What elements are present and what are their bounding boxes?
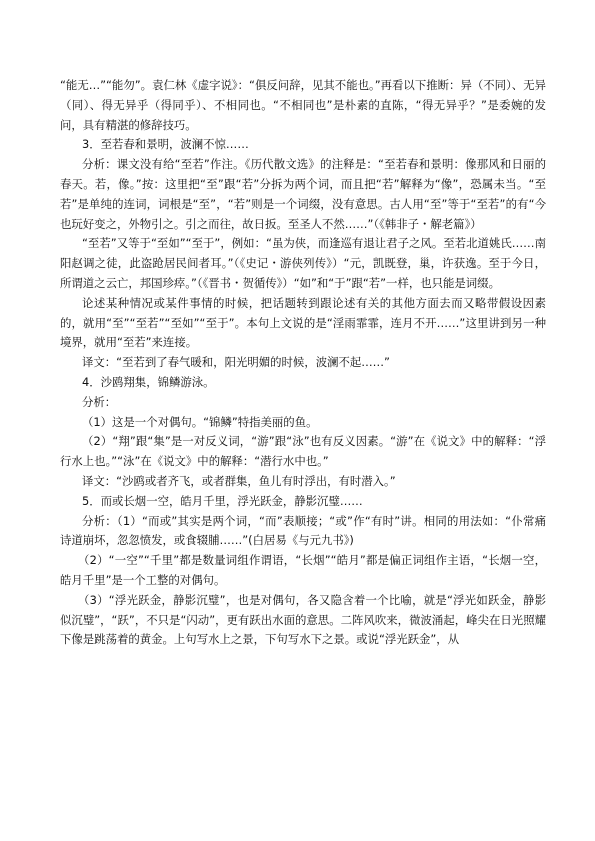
paragraph-zhiruo-examples: “至若”又等于“至如”“至于”，例如：“虽为侠，而逢巡有退让君子之风。至若北道姚氏……南阳赵调之徒，此盗跄居民间者耳。”（《史记・游侠列传》）“元，凯既登，巢，许获逸。至于今日，所谓道之云亡，邦国珍瘁。”（《晋书・贺循传》）“如”和“于”跟“若”一样，也只能是词缀。 xyxy=(60,236,546,290)
analysis-4-point-1: （1）这是一个对偶句。“锦鳞”特指美丽的鱼。 xyxy=(82,414,318,429)
heading-item-3: 3．至若春和景明，波澜不惊…… xyxy=(82,137,249,152)
analysis-5-point-2: （2）“一空”“千里”都是数量词组作谓语，“长烟”“皓月”都是偏正词组作主语，“长烟一空，皓月千里”是一个工整的对偶句。 xyxy=(60,553,546,587)
analysis-5-point-1: 分析：（1）“而或”其实是两个词，“而”表顺接；“或”作“有时”讲。相同的用法如：“仆常痛诗道崩坏，忽忽愤发，或食辍脯……”(白居易《与元九书》) xyxy=(60,513,546,548)
heading-item-5: 5．而或长烟一空，皓月千里，浮光跃金，静影沉璧…… xyxy=(82,493,363,508)
analysis-label-4: 分析： xyxy=(82,394,117,409)
heading-item-4: 4．沙鸥翔集，锦鳞游泳。 xyxy=(82,374,215,389)
translation-3: 译文：“至若到了春气暖和，阳光明媚的时候，波澜不起……” xyxy=(82,355,390,370)
paragraph-1: “能无…”“能勿”。袁仁林《虚字说》：“俱反问辞，见其不能也。”再看以下推断：异（不同）、无异（同）、得无异乎（得同乎）、不相同也。“不相同也”是朴素的直陈，“得无异乎？”是委婉的发问，具有精湛的修辞技巧。 xyxy=(60,78,546,132)
analysis-5-point-3: （3）“浮光跃金，静影沉璧”，也是对偶句，各又隐含着一个比喻，就是“浮光如跃金，静影似沉璧”，“跃”，不只是“闪动”，更有跃出水面的意思。二阵风吹来，微波涌起，峰尖在日光照耀下像是跳荡着的黄金。上句写水上之景，下句写水下之景。或说“浮光跃金”，从 xyxy=(60,592,546,647)
document-body xyxy=(60,76,546,650)
analysis-4-point-2: （2）“翔”跟“集”是一对反义词，“游”跟“泳”也有反义因素。“游”在《说文》中的解释：“浮行水上也。”“泳”在《说文》中的解释：“潜行水中也。” xyxy=(60,434,546,469)
translation-4: 译文：“沙鸥或者齐飞，或者群集，鱼儿有时浮出，有时潜入。” xyxy=(82,473,396,488)
paragraph-zhiruo-usage: 论述某种情况或某件事情的时候，把话题转到跟论述有关的其他方面去而又略带假设因素的，就用“至”“至若”“至如”“至于”。本句上文说的是“淫雨霏霏，连月不开……”这里讲到另一种境界，就用“至若”来连接。 xyxy=(60,295,546,350)
paragraph-analysis-3: 分析：课文没有给“至若”作注。《历代散文选》的注释是：“至若春和景明：像那风和日丽的春天。若，像。”按：这里把“至”跟“若”分拆为两个词，而且把“若”解释为“像”，恐属未当。“至若”是单纯的连词，词根是“至”，“若”则是一个词缀，没有意思。古人用“至”等于“至若”的有“今也玩好变之，外物引之。引之而往，故日扳。至圣人不然……”（《韩非子・解老篇》） xyxy=(60,157,546,231)
